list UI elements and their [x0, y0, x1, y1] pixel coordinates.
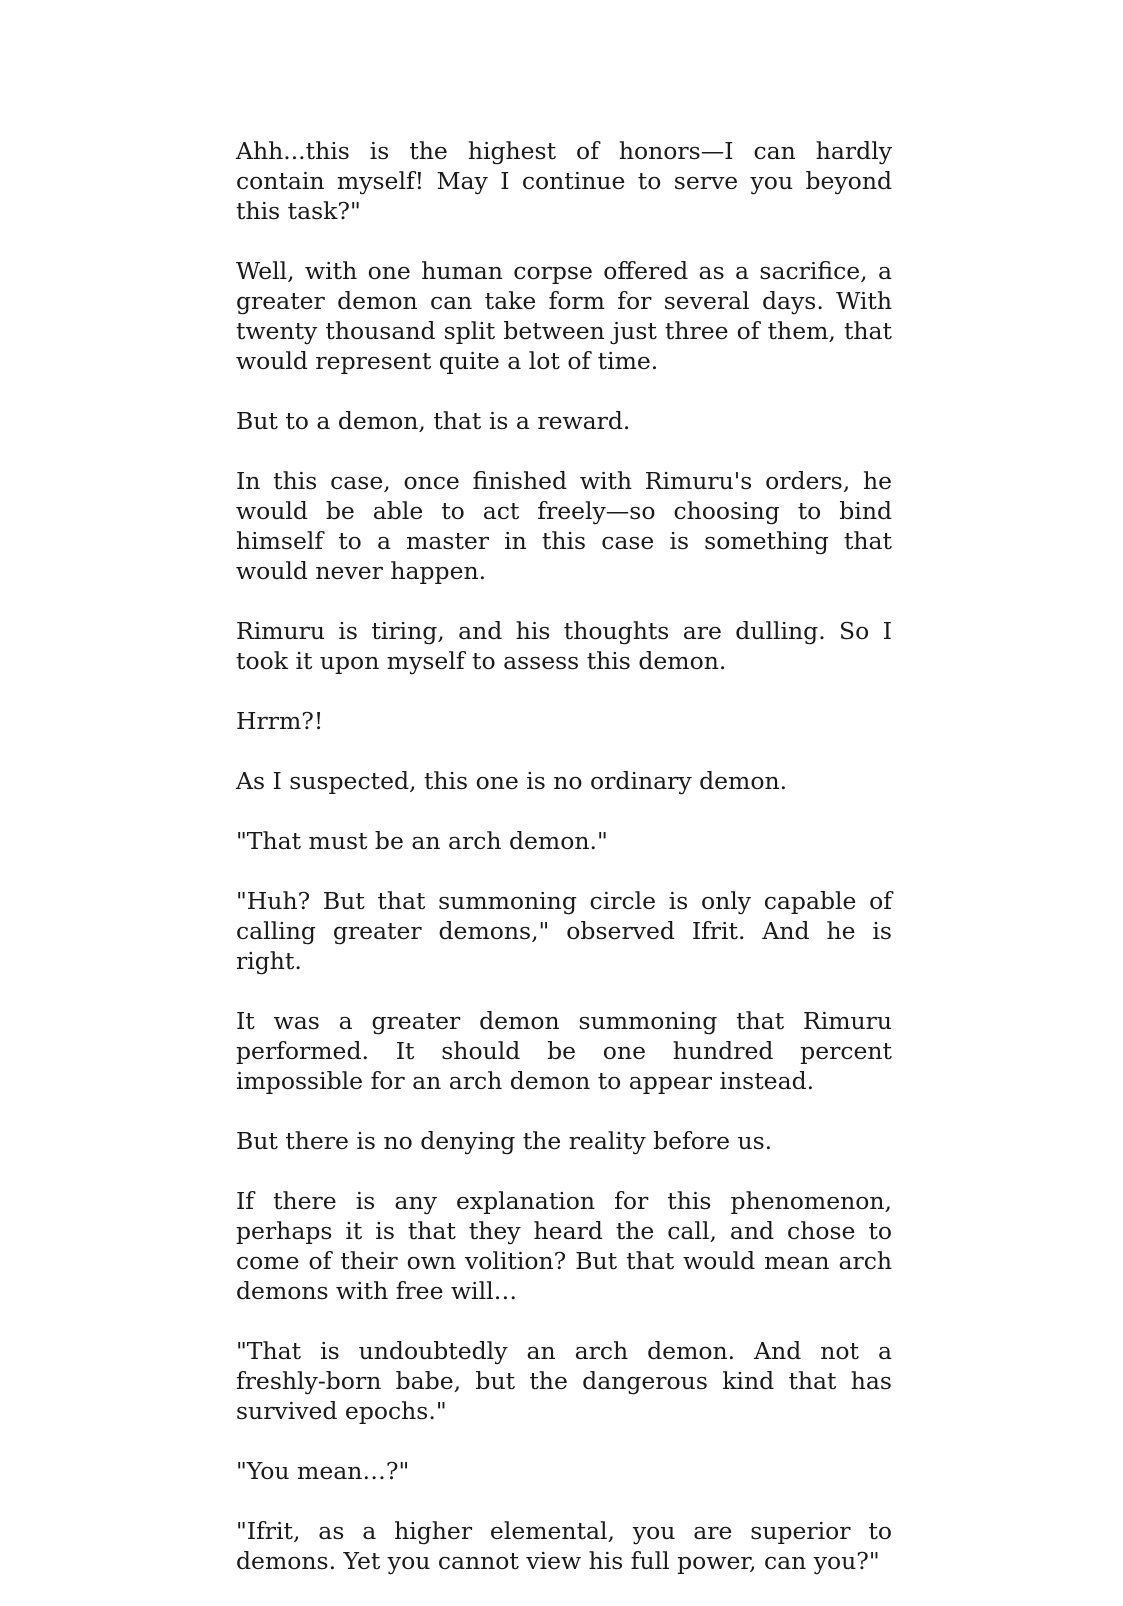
- paragraph: But there is no denying the reality before us.: [236, 1127, 773, 1155]
- paragraph: "That is undoubtedly an arch demon. And not a freshly-born babe, but the dangerous kind that has survived epochs.": [236, 1337, 892, 1425]
- paragraph: Well, with one human corpse offered as a sacrifice, a greater demon can take form for several days. With twenty thousand split between just three of them, that would represent quite a lot of time.: [236, 257, 892, 375]
- paragraph: Ahh...this is the highest of honors—I can hardly contain myself! May I continue to serve you beyond this task?": [236, 137, 892, 225]
- paragraph: "You mean…?": [236, 1457, 410, 1485]
- paragraph: Rimuru is tiring, and his thoughts are dulling. So I took it upon myself to assess this demon.: [236, 617, 892, 675]
- paragraph: If there is any explanation for this phenomenon, perhaps it is that they heard the call, and chose to come of their own volition? But that would mean arch demons with free will…: [236, 1187, 892, 1305]
- paragraph: In this case, once finished with Rimuru's orders, he would be able to act freely—so choosing to bind himself to a master in this case is something that would never happen.: [236, 467, 892, 585]
- body-text: [236, 136, 892, 1606]
- paragraph: It was a greater demon summoning that Rimuru performed. It should be one hundred percent impossible for an arch demon to appear instead.: [236, 1007, 892, 1095]
- paragraph: "That must be an arch demon.": [236, 827, 608, 855]
- paragraph: As I suspected, this one is no ordinary demon.: [236, 767, 788, 795]
- paragraph: But to a demon, that is a reward.: [236, 407, 631, 435]
- paragraph: Hrrm?!: [236, 707, 324, 735]
- paragraph: "Huh? But that summoning circle is only capable of calling greater demons," observed Ifrit. And he is right.: [236, 887, 892, 975]
- paragraph: "Ifrit, as a higher elemental, you are superior to demons. Yet you cannot view his full power, can you?": [236, 1517, 892, 1575]
